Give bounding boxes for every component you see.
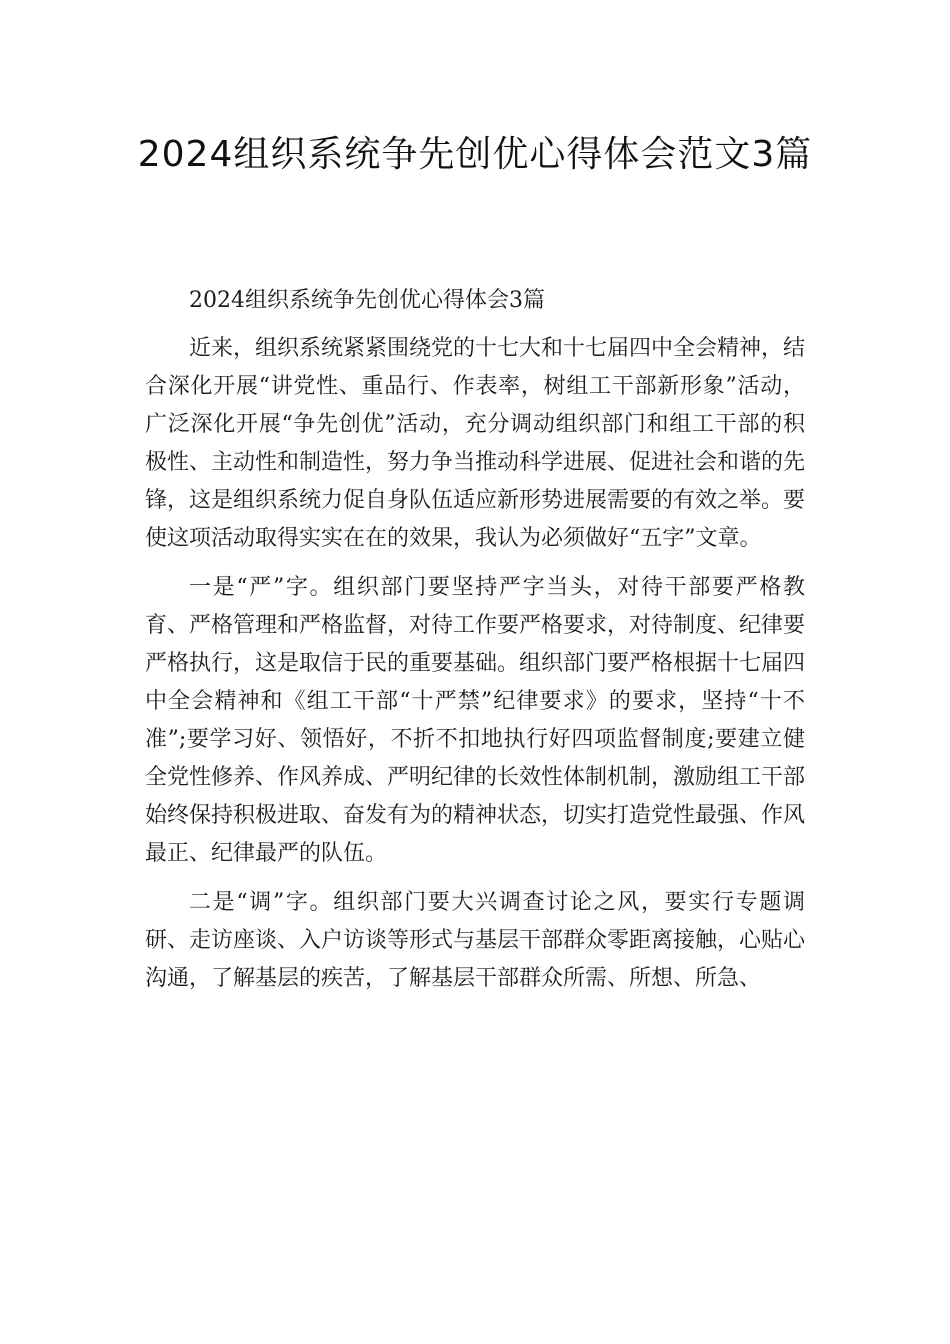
document-title: 2024组织系统争先创优心得体会范文3篇 <box>137 134 813 175</box>
paragraph-research: 二是“调”字。组织部门要大兴调查讨论之风，要实行专题调研、走访座谈、入户访谈等形式与基层干部群众零距离接触，心贴心沟通，了解基层的疾苦，了解基层干部群众所需、所想、所急、 <box>145 890 806 991</box>
paragraph-strict: 一是“严”字。组织部门要坚持严字当头，对待干部要严格教育、严格管理和严格监督，对待工作要严格要求，对待制度、纪律要严格执行，这是取信于民的重要基础。组织部门要严格根据十七届四中全会精神和《组工干部“十严禁”纪律要求》的要求，坚持“十不准”;要学习好、领悟好，不折不扣地执行好四项监督制度;要建立健全党性修养、作风养成、严明纪律的长效性体制机制，激励组工干部始终保持积极进取、奋发有为的精神状态，切实打造党性最强、作风最正、纪律最严的队伍。 <box>145 575 806 866</box>
paragraph-intro: 近来，组织系统紧紧围绕党的十七大和十七届四中全会精神，结合深化开展“讲党性、重品行、作表率，树组工干部新形象”活动，广泛深化开展“争先创优”活动，充分调动组织部门和组工干部的积极性、主动性和制造性，努力争当推动科学进展、促进社会和谐的先锋，这是组织系统力促自身队伍适应新形势进展需要的有效之举。要使这项活动取得实实在在的效果，我认为必须做好“五字”文章。 <box>145 336 806 551</box>
document-body <box>145 282 805 1009</box>
document-subtitle: 2024组织系统争先创优心得体会3篇 <box>189 288 545 313</box>
